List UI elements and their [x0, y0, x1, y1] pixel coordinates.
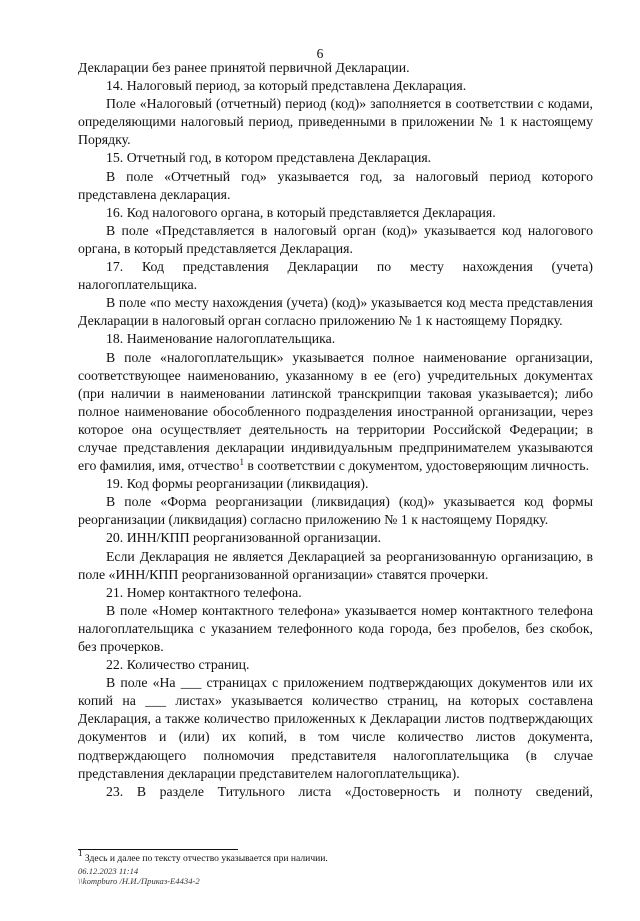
section-heading: 15. Отчетный год, в котором представлена Декларация. [106, 150, 432, 166]
section-heading: 16. Код налогового органа, в который представляется Декларация. [106, 204, 496, 220]
paragraph: В поле «Представляется в налоговый орган (код)» указывается код налогового органа, в который представляется Декларация. [78, 222, 593, 256]
paragraph-text: в соответствии с документом, удостоверяющим личность. [243, 458, 590, 474]
footnote-marker: 1 [78, 848, 83, 858]
paragraph-text: В поле «налогоплательщик» указывается полное наименование организации, соответствующее наименованию, указанному в ее (его) учредительных документах (при наличии в наименовании латинской транскрипции таковая указывается); либо полное наименование обособленного подразделения иностранной организации, через которое она осуществляет деятельность на территории Российской Федерации; в случае представления декларации индивидуальным предпринимателем указываются его фамилия, имя, отчество [78, 349, 593, 474]
paragraph: 23. В разделе Титульного листа «Достоверность и полноту сведений, [106, 783, 593, 799]
meta-date: 06.12.2023 11:14 [78, 866, 139, 876]
page-number: 6 [316, 46, 324, 61]
section-heading: 21. Номер контактного телефона. [106, 584, 302, 600]
paragraph: Поле «Налоговый (отчетный) период (код)» заполняется в соответствии с кодами, определяющими налоговый период, приведенными в приложении № 1 к настоящему Порядку. [78, 96, 593, 148]
section-heading: 17. Код представления Декларации по месту нахождения (учета) налогоплательщика. [78, 259, 593, 293]
meta-path: \\kompburo /Н.И./Приказ-Е4434-2 [78, 876, 200, 886]
paragraph: В поле «Номер контактного телефона» указывается номер контактного телефона налогоплательщика с указанием телефонного кода города, без пробелов, без скобок, без прочерков. [78, 602, 593, 654]
section-heading: 20. ИНН/КПП реорганизованной организации. [106, 530, 382, 546]
paragraph: В поле «Отчетный год» указывается год, за налоговый период которого представлена декларация. [78, 168, 593, 202]
footnote-divider [78, 849, 238, 850]
section-heading: 18. Наименование налогоплательщика. [106, 331, 336, 347]
blank-field: ___ [145, 693, 166, 709]
footnote [78, 848, 328, 864]
footnote-text: Здесь и далее по тексту отчество указывается при наличии. [82, 853, 328, 864]
paragraph: В поле «по месту нахождения (учета) (код)» указывается код места представления Декларации в налоговый орган согласно приложению № 1 к настоящему Порядку. [78, 295, 593, 329]
paragraph: Если Декларация не является Декларацией за реорганизованную организацию, в поле «ИНН/КПП реорганизованной организации» ставятся прочерки. [78, 548, 593, 582]
document-body [78, 59, 593, 801]
paragraph: В поле «Форма реорганизации (ликвидация) (код)» указывается код формы реорганизации (ликвидация) согласно приложению № 1 к настоящему Порядку. [78, 494, 593, 528]
footnote-ref: 1 [239, 457, 244, 468]
blank-field: ___ [180, 675, 202, 691]
paragraph [78, 349, 593, 476]
paragraph-text: В поле «На [106, 675, 176, 691]
paragraph: Декларации без ранее принятой первичной Декларации. [78, 60, 410, 75]
paragraph-text: страницах с приложением подтверждающих документов или их копий на [78, 675, 594, 709]
section-heading: 19. Код формы реорганизации (ликвидация). [106, 476, 369, 492]
section-heading: 14. Налоговый период, за который представлена Декларация. [106, 78, 467, 94]
paragraph-text: листах» указывается количество страниц, на которых составлена Декларация, а также количество приложенных к Декларации листов подтверждающих документов и (или) их копий, в том числе количество листов документа, подтверждающего полномочия представителя налогоплательщика (в случае представления декларации представителем налогоплательщика). [78, 693, 593, 781]
section-heading: 22. Количество страниц. [106, 657, 250, 673]
paragraph [78, 674, 593, 783]
document-meta [78, 866, 200, 886]
